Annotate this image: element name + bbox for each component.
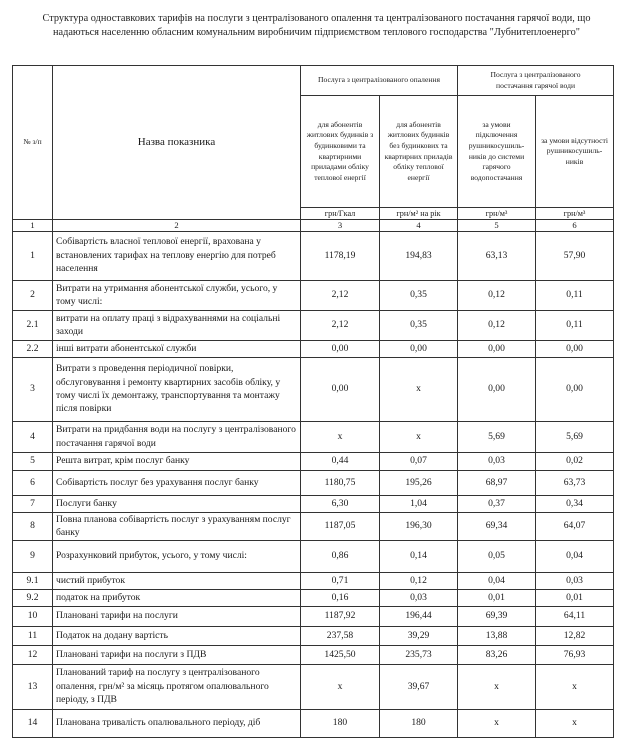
- title-line-2: надаються населенню обласним комунальним виробничим підприємством теплового господарства "Лубнитеплоенерго": [53, 27, 580, 38]
- value-cell-col-5: 5,69: [458, 421, 536, 452]
- value-cell-col-6: 0,01: [536, 589, 614, 606]
- indicator-name: Собівартість послуг без урахування послуг банку: [53, 470, 301, 495]
- value-cell-col-5: 0,03: [458, 452, 536, 470]
- table-row: [13, 709, 614, 737]
- value-cell-col-4: 39,67: [380, 664, 458, 709]
- col-number-5: 5: [458, 220, 536, 232]
- row-number: 9: [13, 540, 53, 572]
- value-cell-col-4: 1,04: [380, 495, 458, 512]
- indicator-name: Витрати з проведення періодичної повірки, обслуговування і ремонту квартирних засобів обліку, у тому числі їх демонтажу, транспортування та монтажу після повірки: [53, 357, 301, 421]
- value-cell-col-3: 237,58: [301, 626, 380, 645]
- value-cell-col-5: 0,12: [458, 310, 536, 340]
- indicator-name: чистий прибуток: [53, 572, 301, 589]
- value-cell-col-4: 196,44: [380, 606, 458, 626]
- indicator-name: Повна планова собівартість послуг з урахуванням послуг банку: [53, 512, 301, 540]
- value-cell-col-3: 1187,92: [301, 606, 380, 626]
- table-row: [13, 231, 614, 280]
- indicator-name: Плановані тарифи на послуги: [53, 606, 301, 626]
- value-cell-col-4: 0,00: [380, 340, 458, 357]
- row-number: 11: [13, 626, 53, 645]
- unit-col-6: грн/м³: [536, 208, 614, 220]
- row-number: 5: [13, 452, 53, 470]
- value-cell-col-6: х: [536, 664, 614, 709]
- value-cell-col-4: 0,07: [380, 452, 458, 470]
- value-cell-col-3: 0,44: [301, 452, 380, 470]
- value-cell-col-3: 1178,19: [301, 231, 380, 280]
- indicator-name: Витрати на придбання води на послугу з централізованого постачання гарячої води: [53, 421, 301, 452]
- value-cell-col-4: 0,03: [380, 589, 458, 606]
- table-row: [13, 470, 614, 495]
- table-row: [13, 512, 614, 540]
- value-cell-col-6: 0,11: [536, 280, 614, 310]
- row-number: 4: [13, 421, 53, 452]
- value-cell-col-5: 68,97: [458, 470, 536, 495]
- header-numbers-row: [13, 220, 614, 232]
- indicator-name: інші витрати абонентської служби: [53, 340, 301, 357]
- indicator-name: Планована тривалість опалювального періоду, діб: [53, 709, 301, 737]
- header-group-heating: Послуга з централізованого опалення: [301, 66, 458, 96]
- value-cell-col-3: 2,12: [301, 310, 380, 340]
- unit-col-3: грн/Гкал: [301, 208, 380, 220]
- value-cell-col-5: 0,00: [458, 357, 536, 421]
- document-title: [0, 12, 633, 40]
- value-cell-col-4: х: [380, 421, 458, 452]
- table-row: [13, 310, 614, 340]
- col-number-6: 6: [536, 220, 614, 232]
- row-number: 12: [13, 645, 53, 664]
- header-sub-water-without-dryers: за умови відсутності рушникосушиль-ників: [536, 96, 614, 208]
- header-sub-heating-metered: для абонентів житлових будинків з будинковими та квартирними приладами обліку теплової енергії: [301, 96, 380, 208]
- value-cell-col-3: 0,16: [301, 589, 380, 606]
- table-row: [13, 357, 614, 421]
- value-cell-col-3: 0,00: [301, 357, 380, 421]
- value-cell-col-6: 0,11: [536, 310, 614, 340]
- table-row: [13, 340, 614, 357]
- row-number: 13: [13, 664, 53, 709]
- value-cell-col-4: 39,29: [380, 626, 458, 645]
- header-sub-heating-unmetered: для абонентів житлових будинків без будинкових та квартирних приладів обліку теплової енергії: [380, 96, 458, 208]
- indicator-name: Податок на додану вартість: [53, 626, 301, 645]
- value-cell-col-6: 0,00: [536, 340, 614, 357]
- value-cell-col-5: 13,88: [458, 626, 536, 645]
- value-cell-col-6: 0,03: [536, 572, 614, 589]
- value-cell-col-4: 194,83: [380, 231, 458, 280]
- value-cell-col-4: х: [380, 357, 458, 421]
- value-cell-col-6: 0,00: [536, 357, 614, 421]
- value-cell-col-3: 180: [301, 709, 380, 737]
- row-number: 3: [13, 357, 53, 421]
- indicator-name: витрати на оплату праці з відрахуваннями на соціальні заходи: [53, 310, 301, 340]
- col-number-3: 3: [301, 220, 380, 232]
- value-cell-col-5: 0,01: [458, 589, 536, 606]
- indicator-name: Послуги банку: [53, 495, 301, 512]
- value-cell-col-3: 6,30: [301, 495, 380, 512]
- value-cell-col-4: 196,30: [380, 512, 458, 540]
- table-row: [13, 540, 614, 572]
- value-cell-col-4: 235,73: [380, 645, 458, 664]
- header-group-hot-water: Послуга з централізованого постачання гарячої води: [458, 66, 614, 96]
- value-cell-col-3: 1425,50: [301, 645, 380, 664]
- table-row: [13, 495, 614, 512]
- value-cell-col-6: х: [536, 709, 614, 737]
- table-row: [13, 421, 614, 452]
- indicator-name: Решта витрат, крім послуг банку: [53, 452, 301, 470]
- value-cell-col-5: 69,34: [458, 512, 536, 540]
- value-cell-col-6: 0,34: [536, 495, 614, 512]
- indicator-name: Розрахунковий прибуток, усього, у тому числі:: [53, 540, 301, 572]
- value-cell-col-5: 0,05: [458, 540, 536, 572]
- value-cell-col-4: 195,26: [380, 470, 458, 495]
- value-cell-col-5: 0,04: [458, 572, 536, 589]
- value-cell-col-5: 69,39: [458, 606, 536, 626]
- value-cell-col-6: 57,90: [536, 231, 614, 280]
- row-number: 14: [13, 709, 53, 737]
- col-number-4: 4: [380, 220, 458, 232]
- value-cell-col-3: х: [301, 421, 380, 452]
- value-cell-col-4: 0,35: [380, 310, 458, 340]
- unit-col-4: грн/м² на рік: [380, 208, 458, 220]
- value-cell-col-6: 64,07: [536, 512, 614, 540]
- value-cell-col-6: 5,69: [536, 421, 614, 452]
- header-group-row: [13, 66, 614, 96]
- indicator-name: Планований тариф на послугу з централізованого опалення, грн/м² за місяць протягом опалювального періоду, з ПДВ: [53, 664, 301, 709]
- value-cell-col-5: х: [458, 664, 536, 709]
- value-cell-col-3: х: [301, 664, 380, 709]
- value-cell-col-6: 0,02: [536, 452, 614, 470]
- row-number: 9.1: [13, 572, 53, 589]
- header-col-name: Назва показника: [53, 66, 301, 220]
- table-row: [13, 572, 614, 589]
- table-row: [13, 645, 614, 664]
- tariff-structure-table: [12, 65, 614, 738]
- row-number: 10: [13, 606, 53, 626]
- value-cell-col-3: 2,12: [301, 280, 380, 310]
- value-cell-col-3: 0,71: [301, 572, 380, 589]
- row-number: 6: [13, 470, 53, 495]
- header-col-no: № з/п: [13, 66, 53, 220]
- row-number: 2.2: [13, 340, 53, 357]
- value-cell-col-3: 1180,75: [301, 470, 380, 495]
- table-row: [13, 589, 614, 606]
- col-number-2: 2: [53, 220, 301, 232]
- col-number-1: 1: [13, 220, 53, 232]
- value-cell-col-6: 0,04: [536, 540, 614, 572]
- row-number: 2.1: [13, 310, 53, 340]
- value-cell-col-6: 12,82: [536, 626, 614, 645]
- indicator-name: податок на прибуток: [53, 589, 301, 606]
- indicator-name: Собівартість власної теплової енергії, врахована у встановлених тарифах на теплову енергію для потреб населення: [53, 231, 301, 280]
- table-row: [13, 452, 614, 470]
- row-number: 8: [13, 512, 53, 540]
- row-number: 2: [13, 280, 53, 310]
- value-cell-col-5: 0,00: [458, 340, 536, 357]
- table-row: [13, 664, 614, 709]
- value-cell-col-3: 0,00: [301, 340, 380, 357]
- table-row: [13, 606, 614, 626]
- unit-col-5: грн/м³: [458, 208, 536, 220]
- value-cell-col-5: х: [458, 709, 536, 737]
- value-cell-col-3: 0,86: [301, 540, 380, 572]
- value-cell-col-6: 63,73: [536, 470, 614, 495]
- value-cell-col-4: 0,14: [380, 540, 458, 572]
- value-cell-col-4: 0,12: [380, 572, 458, 589]
- row-number: 1: [13, 231, 53, 280]
- value-cell-col-5: 83,26: [458, 645, 536, 664]
- value-cell-col-5: 0,12: [458, 280, 536, 310]
- value-cell-col-3: 1187,05: [301, 512, 380, 540]
- value-cell-col-6: 76,93: [536, 645, 614, 664]
- row-number: 9.2: [13, 589, 53, 606]
- indicator-name: Витрати на утримання абонентської служби, усього, у тому числі:: [53, 280, 301, 310]
- value-cell-col-6: 64,11: [536, 606, 614, 626]
- value-cell-col-5: 63,13: [458, 231, 536, 280]
- indicator-name: Плановані тарифи на послуги з ПДВ: [53, 645, 301, 664]
- value-cell-col-4: 0,35: [380, 280, 458, 310]
- value-cell-col-5: 0,37: [458, 495, 536, 512]
- table-row: [13, 280, 614, 310]
- title-line-1: Структура одноставкових тарифів на послуги з централізованого опалення та централізованого постачання гарячої води, що: [42, 13, 591, 24]
- table-row: [13, 626, 614, 645]
- value-cell-col-4: 180: [380, 709, 458, 737]
- row-number: 7: [13, 495, 53, 512]
- header-sub-water-with-dryers: за умови підключення рушникосушиль-ників до системи гарячого водопостачання: [458, 96, 536, 208]
